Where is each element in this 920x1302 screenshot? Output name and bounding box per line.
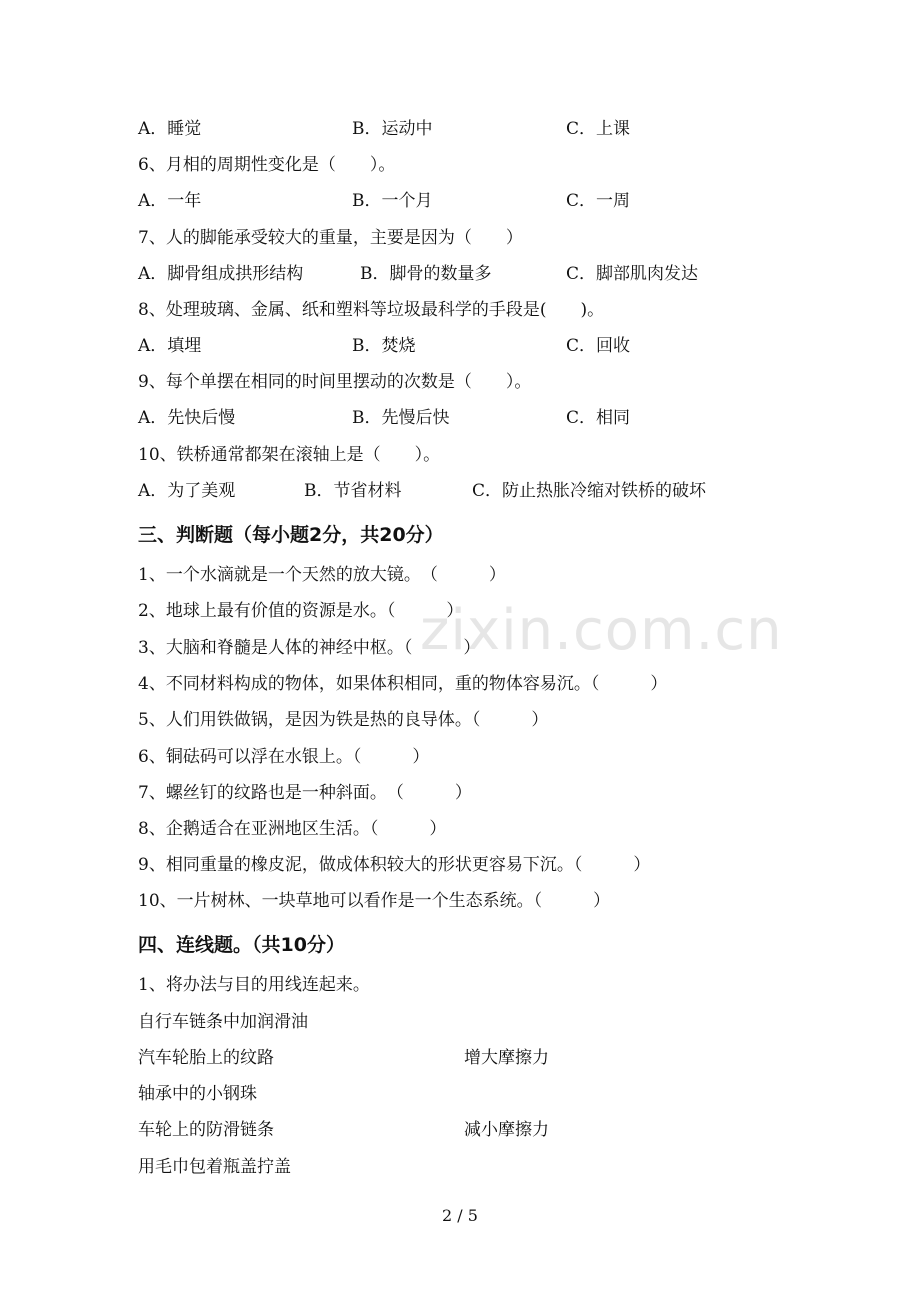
q9-option-a: A．先快后慢 — [138, 408, 236, 428]
section4-heading: 四、连线题。（共10分） — [138, 934, 345, 956]
judge-item: 6、铜砝码可以浮在水银上。（ ） — [138, 747, 430, 767]
q5-option-a: A．睡觉 — [138, 119, 202, 139]
matching-instruction: 1、将办法与目的用线连起来。 — [138, 975, 370, 995]
q8-option-a: A．填埋 — [138, 336, 202, 356]
judge-item: 10、一片树林、一块草地可以看作是一个生态系统。（ ） — [138, 891, 611, 911]
q6-option-b: B．一个月 — [352, 191, 433, 211]
matching-left-item: 自行车链条中加润滑油 — [138, 1012, 308, 1032]
matching-right-item: 减小摩擦力 — [464, 1120, 549, 1140]
q5-option-b: B．运动中 — [352, 119, 433, 139]
q9-stem: 9、每个单摆在相同的时间里摆动的次数是（ ）。 — [138, 372, 532, 392]
q6-stem: 6、月相的周期性变化是（ ）。 — [138, 155, 396, 175]
judge-item: 9、相同重量的橡皮泥，做成体积较大的形状更容易下沉。（ ） — [138, 855, 651, 875]
judge-item: 3、大脑和脊髓是人体的神经中枢。（ ） — [138, 638, 481, 658]
q7-option-c: C．脚部肌肉发达 — [566, 264, 699, 284]
q9-option-b: B．先慢后快 — [352, 408, 450, 428]
matching-left-item: 汽车轮胎上的纹路 — [138, 1048, 274, 1068]
q9-option-c: C．相同 — [566, 408, 631, 428]
q7-option-b: B．脚骨的数量多 — [360, 264, 492, 284]
q10-option-b: B．节省材料 — [304, 481, 402, 501]
q8-option-b: B．焚烧 — [352, 336, 416, 356]
judge-item: 8、企鹅适合在亚洲地区生活。（ ） — [138, 819, 447, 839]
q10-option-a: A．为了美观 — [138, 481, 236, 501]
q10-stem: 10、铁桥通常都架在滚轴上是（ ）。 — [138, 445, 441, 465]
matching-right-item: 增大摩擦力 — [464, 1048, 549, 1068]
q10-option-c: C．防止热胀冷缩对铁桥的破坏 — [472, 481, 707, 501]
q6-option-c: C．一周 — [566, 191, 631, 211]
matching-left-item: 轴承中的小钢珠 — [138, 1084, 257, 1104]
q5-option-c: C．上课 — [566, 119, 631, 139]
q8-option-c: C．回收 — [566, 336, 631, 356]
page-number: 2 / 5 — [442, 1206, 478, 1225]
judge-item: 5、人们用铁做锅，是因为铁是热的良导体。（ ） — [138, 710, 549, 730]
judge-item: 7、螺丝钉的纹路也是一种斜面。 （ ） — [138, 783, 472, 803]
watermark: zixin.com.cn — [420, 598, 783, 663]
q7-stem: 7、人的脚能承受较大的重量，主要是因为（ ） — [138, 228, 523, 248]
matching-left-item: 车轮上的防滑链条 — [138, 1120, 274, 1140]
judge-item: 4、不同材料构成的物体，如果体积相同，重的物体容易沉。（ ） — [138, 674, 668, 694]
q8-stem: 8、处理玻璃、金属、纸和塑料等垃圾最科学的手段是( )。 — [138, 300, 605, 320]
q6-option-a: A．一年 — [138, 191, 202, 211]
judge-item: 1、一个水滴就是一个天然的放大镜。 （ ） — [138, 565, 506, 585]
q7-option-a: A．脚骨组成拱形结构 — [138, 264, 304, 284]
section3-heading: 三、判断题（每小题2分，共20分） — [138, 524, 444, 546]
judge-item: 2、地球上最有价值的资源是水。（ ） — [138, 601, 464, 621]
matching-left-item: 用毛巾包着瓶盖拧盖 — [138, 1157, 291, 1177]
